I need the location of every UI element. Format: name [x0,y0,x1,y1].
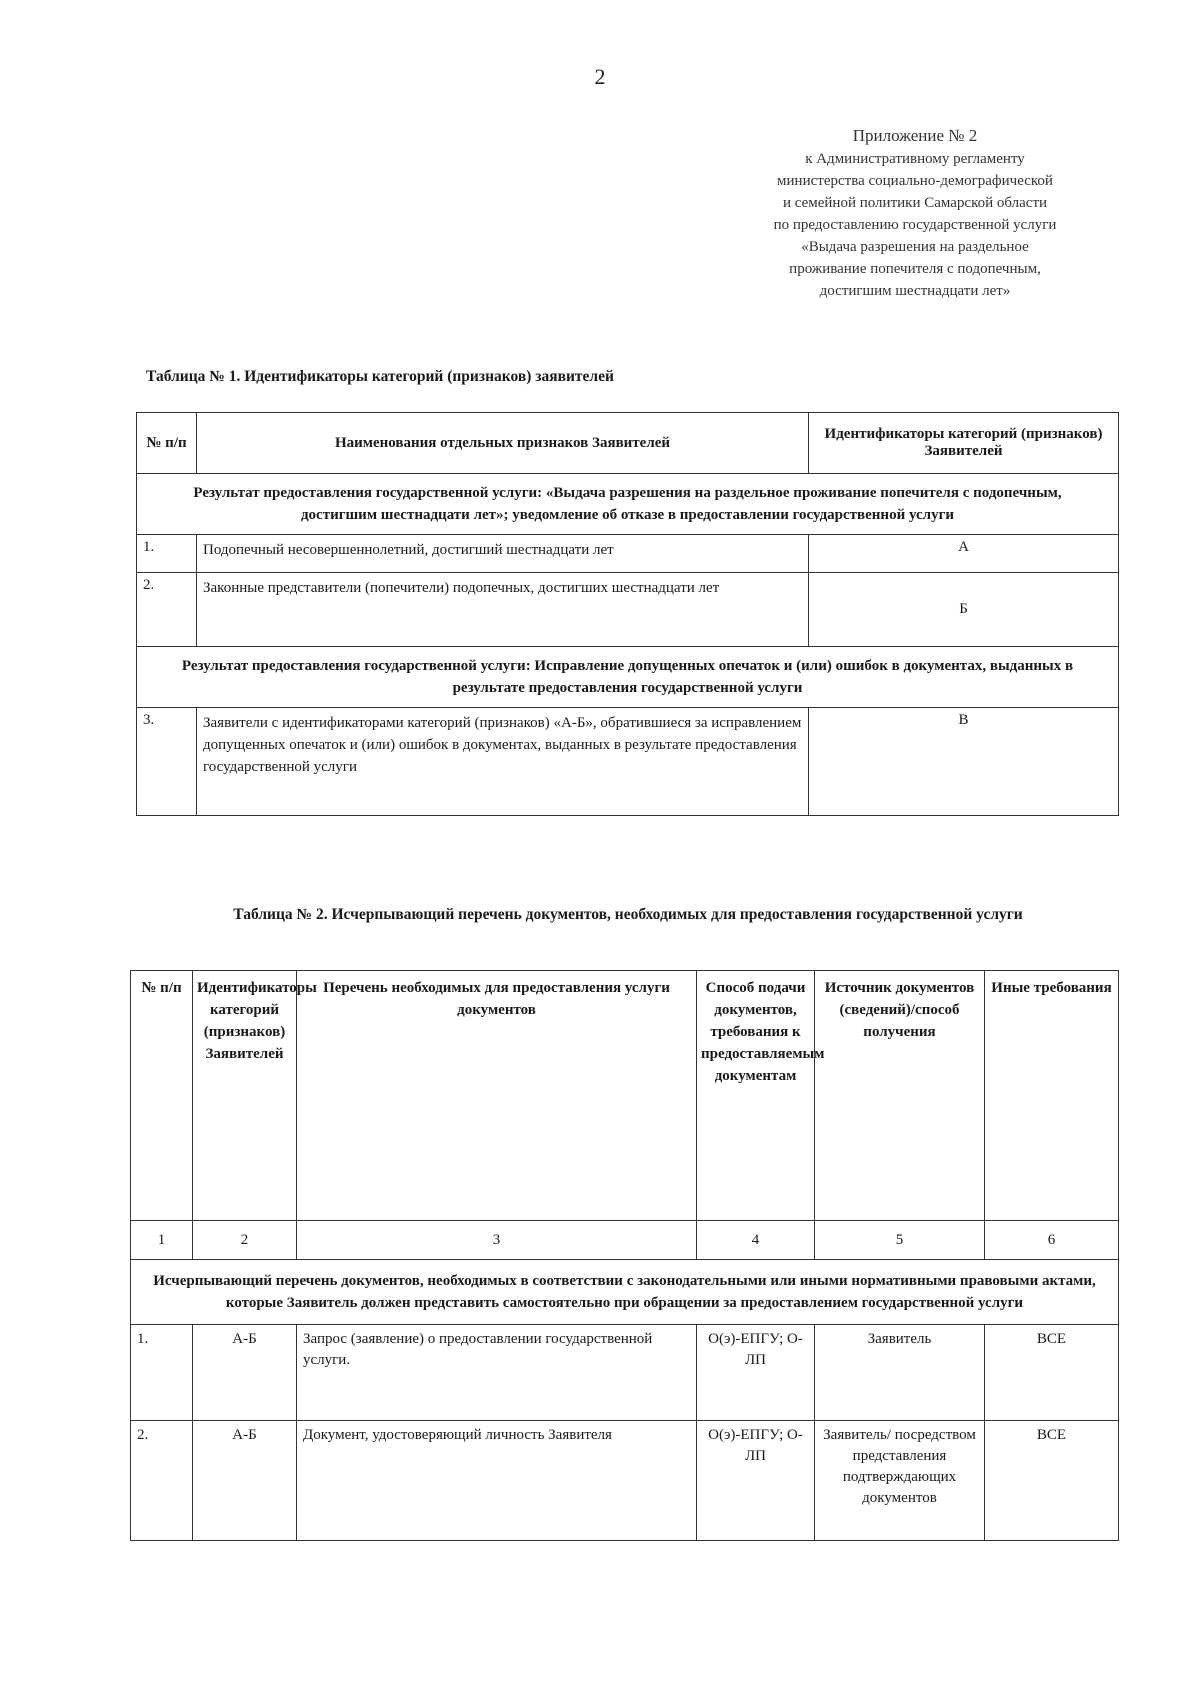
row-method: О(э)-ЕПГУ; О-ЛП [697,1421,815,1541]
row-source: Заявитель [815,1325,985,1421]
header-cell: № п/п [131,971,193,1221]
table-row [137,573,1119,647]
row-name: Законные представители (попечители) подопечных, достигших шестнадцати лет [197,573,809,647]
header-cell: Иные требования [985,971,1119,1221]
appendix-line: по предоставлению государственной услуги [773,217,1057,233]
row-document: Документ, удостоверяющий личность Заявителя [297,1421,697,1541]
row-number: 2. [131,1421,193,1541]
table1-title: Таблица № 1. Идентификаторы категорий (признаков) заявителей [146,368,614,385]
header-cell: Идентификаторы категорий (признаков) Заявителей [809,413,1119,474]
header-cell: Наименования отдельных признаков Заявителей [197,413,809,474]
table2-title: Таблица № 2. Исчерпывающий перечень документов, необходимых для предоставления государственной услуги [233,906,1023,923]
appendix-line: достигшим шестнадцати лет» [819,283,1011,299]
row-source: Заявитель/ посредством представления подтверждающих документов [815,1421,985,1541]
required-documents-table [130,970,1119,1541]
appendix-header [705,124,1125,302]
section-row [137,647,1119,708]
row-number: 1. [131,1325,193,1421]
section-row [131,1260,1119,1325]
row-code: А [809,535,1119,573]
row-document: Запрос (заявление) о предоставлении государственной услуги. [297,1325,697,1421]
row-code: Б [809,573,1119,647]
column-index-row [131,1221,1119,1260]
row-other: ВСЕ [985,1421,1119,1541]
row-method: О(э)-ЕПГУ; О-ЛП [697,1325,815,1421]
column-index: 3 [297,1221,697,1260]
column-index: 6 [985,1221,1119,1260]
page-number: 2 [594,64,606,89]
row-number: 2. [137,573,197,647]
appendix-line: проживание попечителя с подопечным, [789,261,1041,277]
table-header-row [137,413,1119,474]
column-index: 4 [697,1221,815,1260]
section-row [137,474,1119,535]
row-code: В [809,708,1119,816]
section-heading: Результат предоставления государственной услуги: Исправление допущенных опечаток и (или) ошибок в документах, выданных в результате предоставления государственной услуги [137,647,1119,708]
header-cell: Идентификаторы категорий (признаков) Заявителей [193,971,297,1221]
table-row [137,708,1119,816]
header-cell: Источник документов (сведений)/способ получения [815,971,985,1221]
appendix-line: и семейной политики Самарской области [782,195,1048,211]
row-name: Заявители с идентификаторами категорий (признаков) «А-Б», обратившиеся за исправлением допущенных опечаток и (или) ошибок в документах, выданных в результате предоставления государственной услуги [197,708,809,816]
column-index: 5 [815,1221,985,1260]
table-header-row [131,971,1119,1221]
column-index: 2 [193,1221,297,1260]
row-name: Подопечный несовершеннолетний, достигший шестнадцати лет [197,535,809,573]
row-number: 1. [137,535,197,573]
table-row [137,535,1119,573]
appendix-line: «Выдача разрешения на раздельное [801,239,1029,255]
header-cell: № п/п [137,413,197,474]
header-cell: Способ подачи документов, требования к предоставляемым документам [697,971,815,1221]
section-heading: Исчерпывающий перечень документов, необходимых в соответствии с законодательными или иными нормативными правовыми актами, которые Заявитель должен представить самостоятельно при обращении за предоставлением государственной услуги [131,1260,1119,1325]
appendix-line: министерства социально-демографической [777,173,1053,189]
table-row [131,1421,1119,1541]
column-index: 1 [131,1221,193,1260]
appendix-line: Приложение № 2 [852,126,978,145]
applicant-categories-table [136,412,1119,816]
table-row [131,1325,1119,1421]
row-ident: А-Б [193,1421,297,1541]
row-number: 3. [137,708,197,816]
appendix-line: к Административному регламенту [805,151,1025,167]
header-cell: Перечень необходимых для предоставления услуги документов [297,971,697,1221]
row-other: ВСЕ [985,1325,1119,1421]
row-ident: А-Б [193,1325,297,1421]
section-heading: Результат предоставления государственной услуги: «Выдача разрешения на раздельное проживание попечителя с подопечным, достигшим шестнадцати лет»; уведомление об отказе в предоставлении государственной услуги [137,474,1119,535]
